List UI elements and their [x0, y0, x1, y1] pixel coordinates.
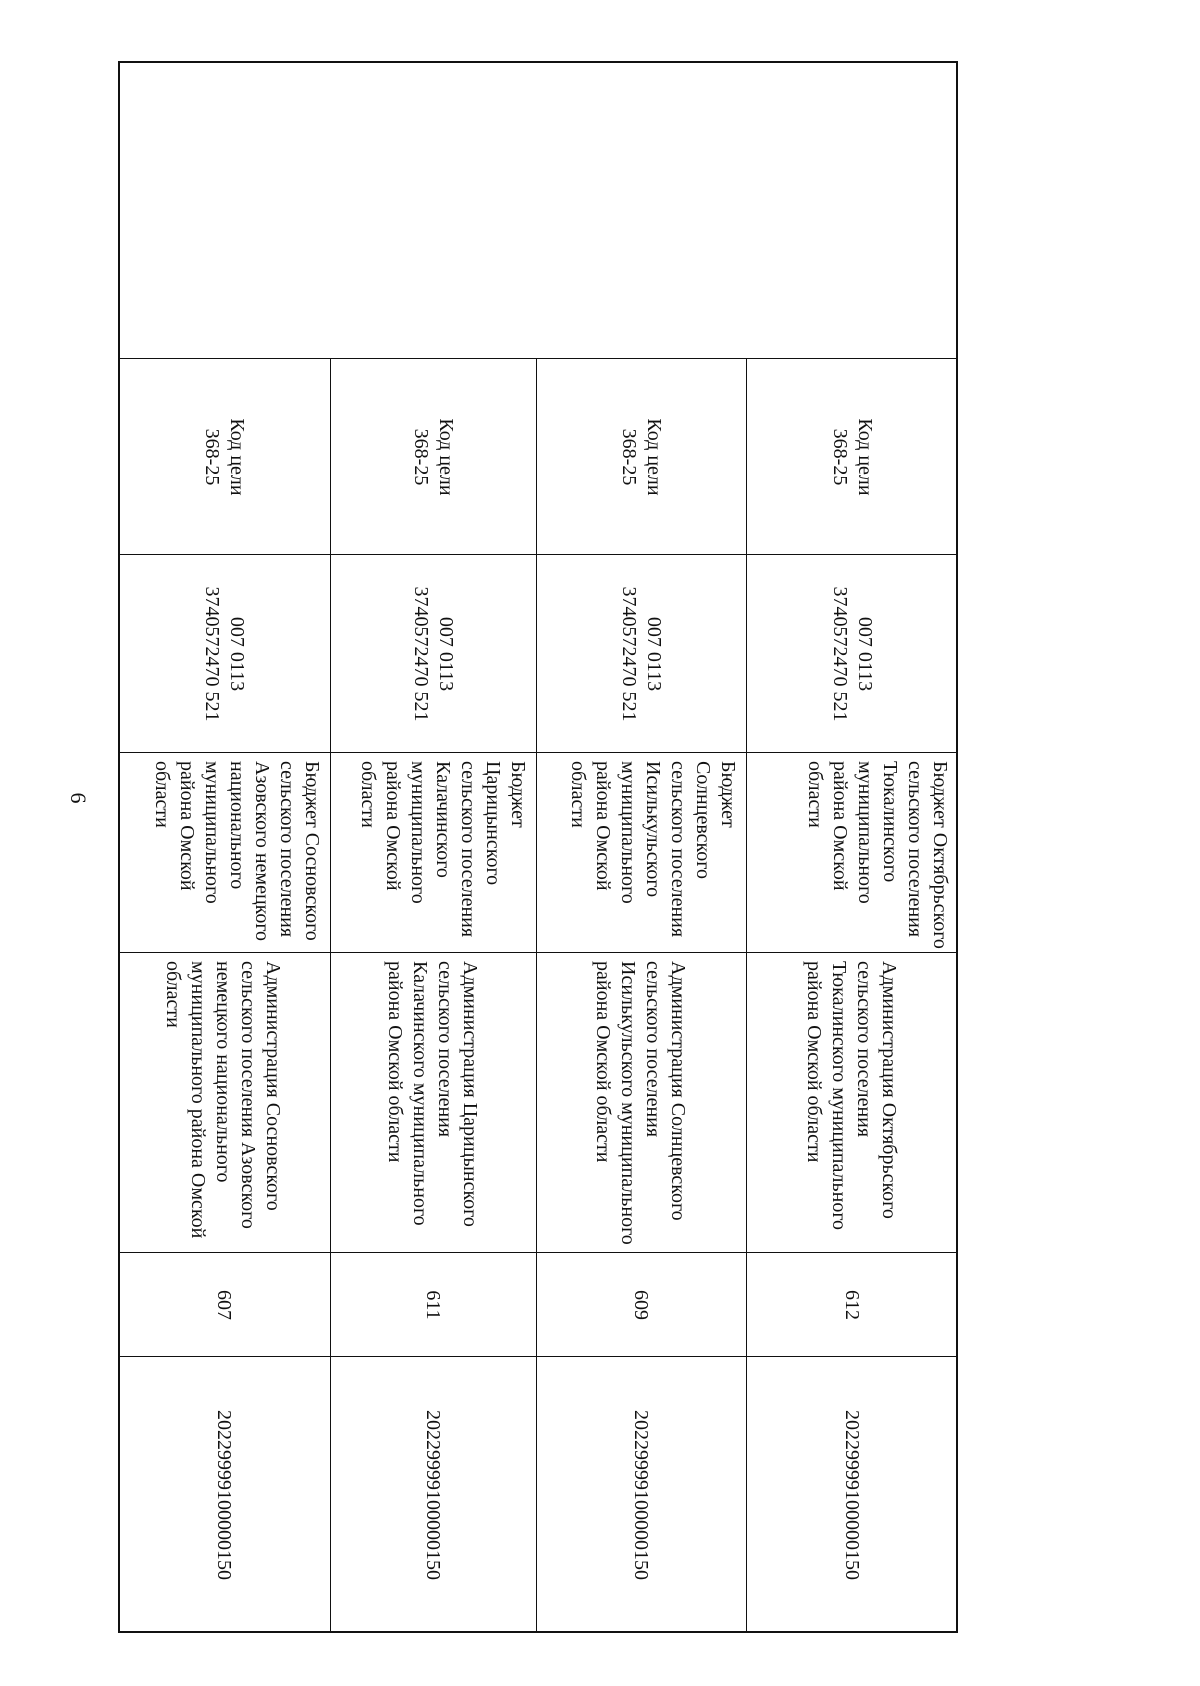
administrator-code-cell: 612 — [841, 1290, 864, 1320]
administrator-code-cell: 611 — [422, 1290, 445, 1320]
row-separator — [330, 359, 331, 1633]
column-separator — [118, 358, 958, 359]
empty-cell — [746, 61, 958, 359]
income-code-cell: 20229999100000150 — [422, 1410, 445, 1580]
table-rotation-wrapper — [118, 61, 958, 1633]
column-separator — [118, 554, 958, 555]
budget-classification-code-cell: 007 0113 3740572470 521 — [829, 586, 876, 722]
budget-classification-code-cell: 007 0113 3740572470 521 — [410, 586, 457, 722]
allocation-table — [118, 61, 958, 1633]
row-separator — [746, 359, 747, 1633]
budget-classification-code-cell: 007 0113 3740572470 521 — [201, 586, 248, 722]
goal-code-cell: Код цели 368-25 — [829, 418, 876, 496]
table-row — [118, 61, 330, 1633]
rotated-table-container — [118, 61, 958, 1633]
empty-cell — [536, 61, 746, 359]
column-separator — [118, 952, 958, 953]
table-border-right — [118, 1631, 958, 1633]
income-code-cell: 20229999100000150 — [630, 1410, 653, 1580]
budget-name-cell: Бюджет Сосновского сельского поселения Азовского немецкого национального муниципального района Омской области — [151, 761, 323, 942]
administrator-name-text: Администрация Сосновского сельского поселения Азовского немецкого национального муниципального района Омской области — [162, 961, 285, 1239]
administrator-name-text: Администрация Октябрьского сельского поселения Тюкалинского муниципального района Омской области — [803, 961, 900, 1231]
administrator-name-cell — [746, 953, 958, 1253]
goal-code-cell: Код цели 368-25 — [201, 418, 248, 496]
column-separator — [118, 752, 958, 753]
administrator-code-cell: 607 — [213, 1290, 236, 1320]
budget-name-cell: Бюджет Октябрьского сельского поселения Тюкалинского муниципального района Омской области — [804, 761, 951, 949]
table-row — [536, 61, 746, 1633]
empty-cell — [330, 61, 536, 359]
administrator-name-cell — [330, 953, 536, 1253]
row-separator — [536, 359, 537, 1633]
income-code-cell: 20229999100000150 — [213, 1410, 236, 1580]
income-code-cell: 20229999100000150 — [841, 1410, 864, 1580]
administrator-name-cell — [118, 953, 330, 1253]
page-number: 6 — [66, 792, 91, 804]
administrator-code-cell: 609 — [630, 1290, 653, 1320]
administrator-name-cell — [536, 953, 746, 1253]
administrator-name-text: Администрация Царицынского сельского поселения Калачинского муниципального района Омской области — [384, 961, 481, 1227]
table-border-left — [118, 61, 958, 63]
budget-name-cell: Бюджет Солнцевского сельского поселения Исилькульского муниципального района Омской области — [567, 761, 739, 938]
empty-cell — [118, 61, 330, 359]
budget-classification-code-cell: 007 0113 3740572470 521 — [618, 586, 665, 722]
column-separator — [118, 1356, 958, 1357]
table-border-top — [956, 61, 958, 1633]
table-row — [746, 61, 958, 1633]
budget-name-cell: Бюджет Царицынского сельского поселения Калачинского муниципального района Омской области — [357, 761, 529, 938]
administrator-name-text: Администрация Солнцевского сельского поселения Исилькульского муниципального района Омской области — [592, 961, 689, 1245]
goal-code-cell: Код цели 368-25 — [618, 418, 665, 496]
table-row — [330, 61, 536, 1633]
column-separator — [118, 1252, 958, 1253]
goal-code-cell: Код цели 368-25 — [410, 418, 457, 496]
table-border-bottom — [118, 61, 120, 1633]
